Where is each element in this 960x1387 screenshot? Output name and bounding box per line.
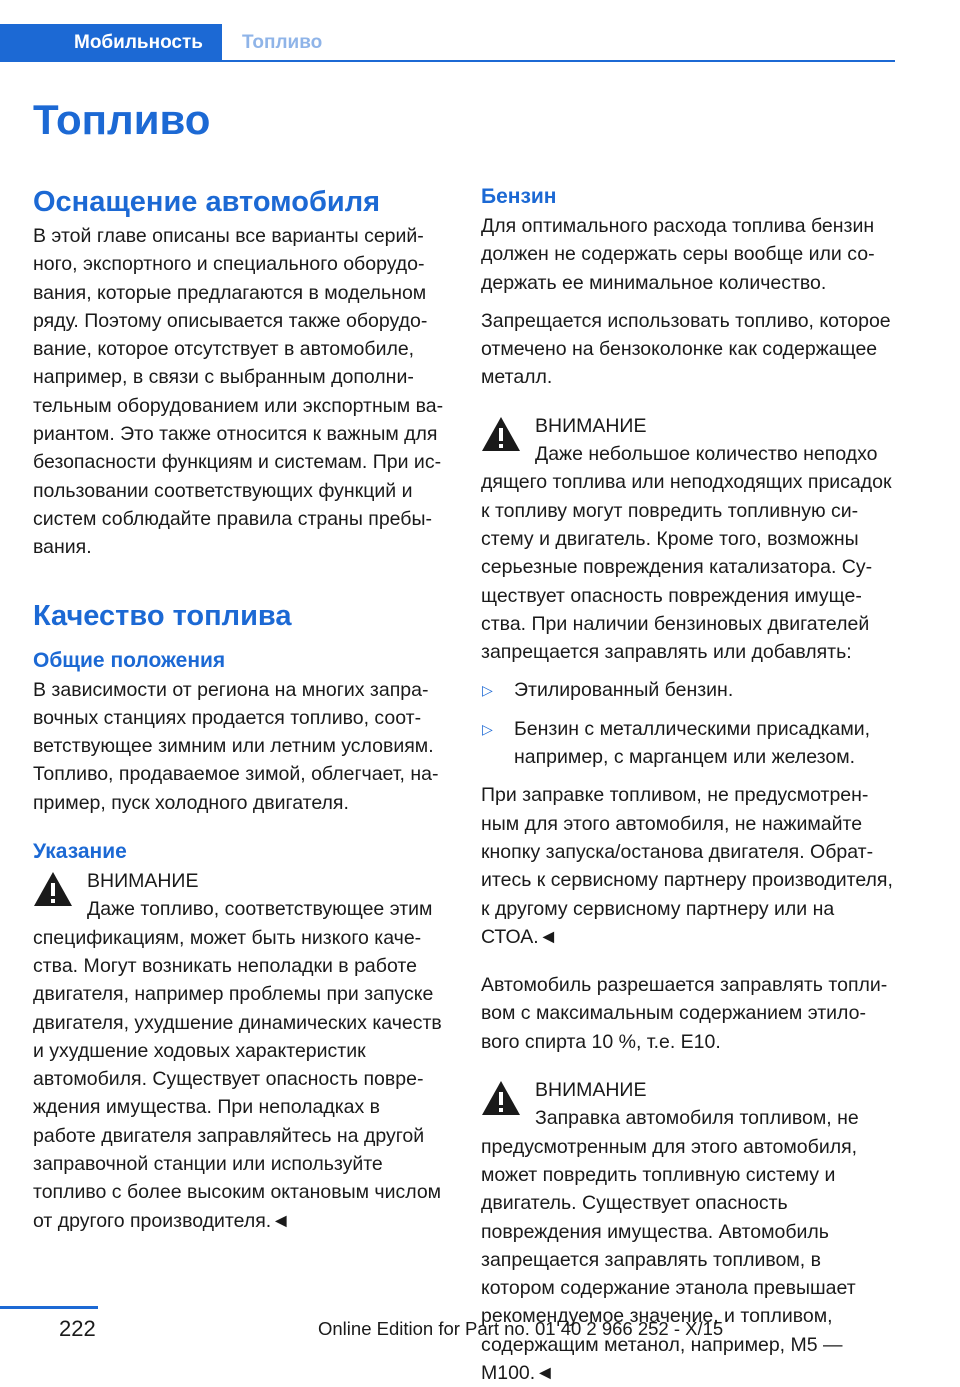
tab-mobility[interactable]: Мобильность xyxy=(0,24,222,62)
edition-note: Online Edition for Part no. 01 40 2 966 252 - X/15 xyxy=(318,1318,724,1339)
warning-label: ВНИМАНИЕ xyxy=(87,870,199,893)
tab-fuel[interactable]: Топливо xyxy=(242,32,323,53)
warning-1-label: ВНИМАНИЕ xyxy=(535,414,647,437)
list-item xyxy=(481,715,893,772)
warning-icon xyxy=(481,1080,521,1116)
triangle-bullet-icon: ▷ xyxy=(482,720,493,737)
list-item-text: Бензин с металлическими присадками, например, с марганцем или железом. xyxy=(514,717,871,769)
triangle-bullet-icon: ▷ xyxy=(482,682,493,699)
petrol-paragraph-1: Для оптимального расхода топлива бензин должен не содержать серы вообще или содержать ее минимальное количество. xyxy=(481,215,875,294)
petrol-paragraph-2: Запрещается использовать топливо, которое отмечено на бензоколонке как содержащее металл. xyxy=(481,309,891,389)
subsection-general-title: Общие положения xyxy=(33,648,226,672)
page-number: 222 xyxy=(59,1316,96,1341)
warning-block-1 xyxy=(481,412,893,469)
list-item-text: Этилированный бензин. xyxy=(514,679,734,702)
warning-text: спецификациям, может быть низкого качества. Могут возникать неполадки в работе двигателя, например проблемы при запуске двигателя, ухудшение динамических качеств и ухудшение ходовых характеристик автомобиля. Существует опасность повреждения имущества. При неполадках в работе двигателя заправляйтесь на другой заправочной станции или используйте топливо с более высоким октановым числом от другого производителя.◄ xyxy=(33,926,442,1232)
warning-block-2 xyxy=(481,1076,893,1133)
warning-2-first-line: Заправка автомобиля топливом, не xyxy=(535,1107,859,1130)
warning-1-first-line: Даже небольшое количество неподхо xyxy=(535,443,878,466)
warning-icon xyxy=(481,416,521,452)
warning-first-line: Даже топливо, соответствующее этим xyxy=(87,898,433,921)
warning-2-label: ВНИМАНИЕ xyxy=(535,1079,647,1102)
section-equipment-text: В этой главе описаны все варианты серийного, экспортного и специального оборудования, которые предлагаются в модельном ряду. Поэтому описывается также оборудование, которое отсутствует в автомобиле, например, в связи с выбранным дополнительным оборудованием или экспортным вариантом. Это также относится к важным для безопасности функциям и системам. При использовании соответствующих функций и систем соблюдайте правила страны пребывания. xyxy=(33,225,444,559)
header-divider xyxy=(222,60,895,62)
list-item xyxy=(481,676,893,704)
page-title: Топливо xyxy=(33,96,211,143)
subsection-note-title: Указание xyxy=(33,840,127,864)
warning-block xyxy=(33,867,445,924)
section-fuel-quality-title: Качество топлива xyxy=(33,599,292,632)
subsection-general-text: В зависимости от региона на многих заправочных станциях продается топливо, соответствующее зимним или летним условиям. Топливо, продаваемое зимой, облегчает, например, пуск холодного двигателя. xyxy=(33,678,439,814)
right-column xyxy=(481,182,893,1387)
petrol-paragraph-3: При заправке топливом, не предусмотренным для этого автомобиля, не нажимайте кнопку запуска/останова двигателя. Обратитесь к сервисному партнеру производителя, к другому сервисному партнеру или на СТОА.◄ xyxy=(481,784,893,948)
section-equipment-title: Оснащение автомобиля xyxy=(33,186,381,218)
left-column xyxy=(33,182,445,1235)
petrol-title: Бензин xyxy=(481,185,557,208)
warning-1-text: дящего топлива или неподходящих присадок к топливу могут повредить топливную систему и двигатель. Кроме того, возможны серьезные повреждения катализатора. Существует опасность повреждения имущества. При наличии бензиновых двигателей запрещается заправлять или добавлять: xyxy=(481,471,892,664)
petrol-paragraph-4: Автомобиль разрешается заправлять топливом с максимальным содержанием этилового спирта 10 %, т.е. E10. xyxy=(481,974,888,1053)
warning-2-text: предусмотренным для этого автомобиля, может повредить топливную систему и двигатель. Существует опасность повреждения имущества. Автомобиль запрещается заправлять топливом, в котором содержание этанола превышает рекомендуемое значение, и топливом, содержащим метанол, например, M5 — M100.◄ xyxy=(481,1135,858,1384)
warning-icon xyxy=(33,871,73,907)
footer-divider xyxy=(0,1306,98,1309)
prohibited-fuel-list xyxy=(481,676,893,771)
header-tabs xyxy=(0,24,895,62)
